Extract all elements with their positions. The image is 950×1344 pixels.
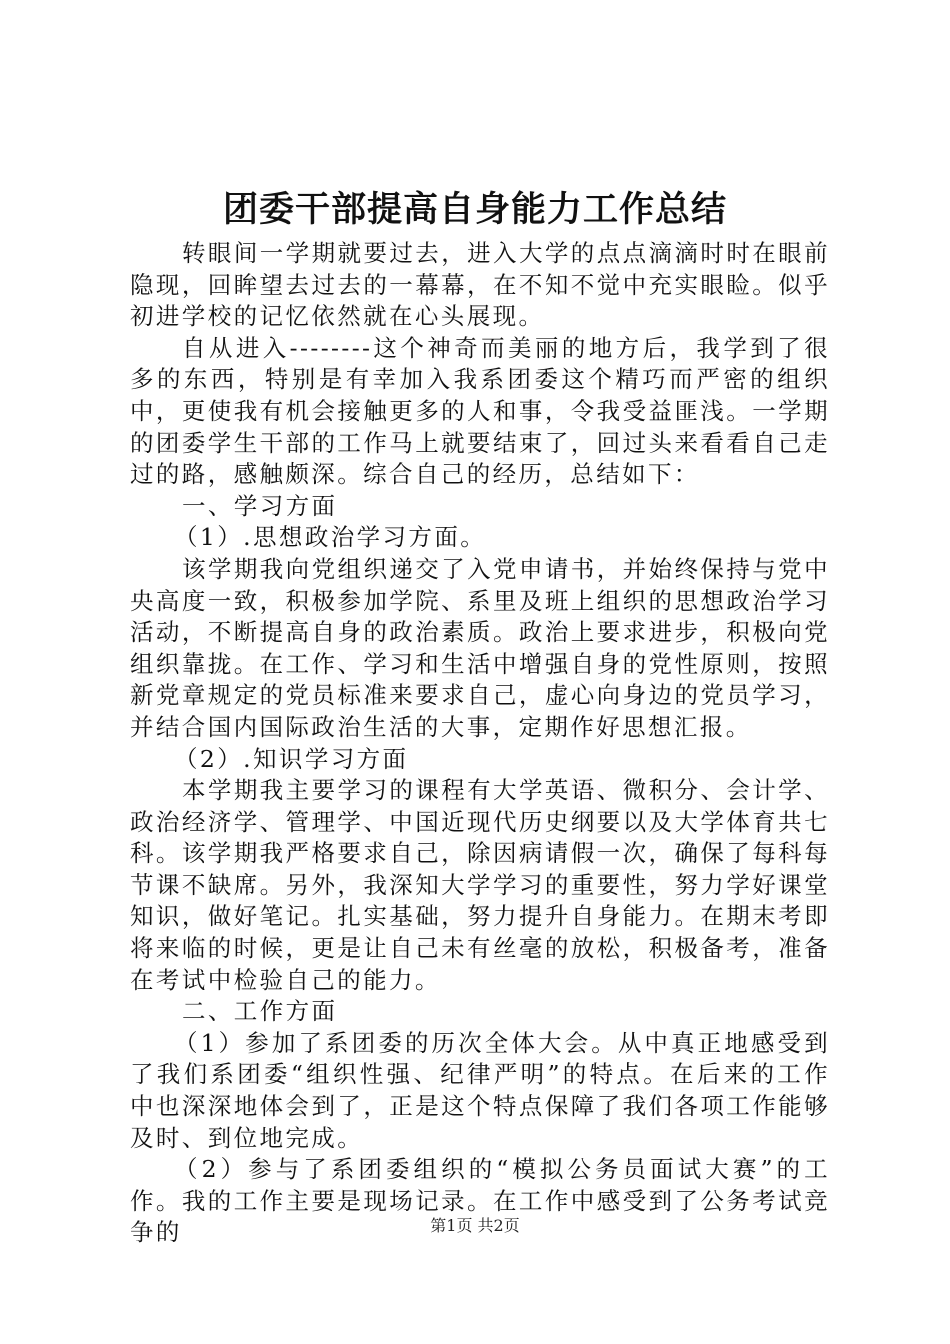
heading-study: 一、学习方面 bbox=[182, 491, 338, 520]
paragraph-joining: 自从进入--------这个神奇而美丽的地方后，我学到了很多的东西，特别是有幸加入我系团委这个精巧而严密的组织中，更使我有机会接触更多的人和事，令我受益匪浅。一学期的团委学生干部的工作马上就要结束了，回过头来看看自己走过的路，感触颇深。综合自己的经历，总结如下： bbox=[130, 333, 830, 489]
paragraph-work-2: （2）参与了系团委组织的“模拟公务员面试大赛”的工作。我的工作主要是现场记录。在工作中感受到了公务考试竞争的 bbox=[130, 1155, 830, 1247]
paragraph-political-study: 该学期我向党组织递交了入党申请书，并始终保持与党中央高度一致，积极参加学院、系里及班上组织的思想政治学习活动，不断提高自身的政治素质。政治上要求进步，积极向党组织靠拢。在工作、学习和生活中增强自身的党性原则，按照新党章规定的党员标准来要求自己，虚心向身边的党员学习，并结合国内国际政治生活的大事，定期作好思想汇报。 bbox=[130, 554, 830, 741]
paragraph-work-1: （1）参加了系团委的历次全体大会。从中真正地感受到了我们系团委“组织性强、纪律严明”的特点。在后来的工作中也深深地体会到了，正是这个特点保障了我们各项工作能够及时、到位地完成。 bbox=[130, 1028, 830, 1152]
paragraph-knowledge-study: 本学期我主要学习的课程有大学英语、微积分、会计学、政治经济学、管理学、中国近现代历史纲要以及大学体育共七科。该学期我严格要求自己，除因病请假一次，确保了每科每节课不缺席。另外，我深知大学学习的重要性，努力学好课堂知识，做好笔记。扎实基础，努力提升自身能力。在期末考即将来临的时候，更是让自己未有丝毫的放松，积极备考，准备在考试中检验自己的能力。 bbox=[130, 776, 830, 994]
document-body bbox=[130, 238, 830, 1249]
heading-work: 二、工作方面 bbox=[182, 997, 338, 1026]
subheading-knowledge-study: （2）.知识学习方面 bbox=[174, 744, 409, 773]
paragraph-intro: 转眼间一学期就要过去，进入大学的点点滴滴时时在眼前隐现，回眸望去过去的一幕幕，在不知不觉中充实眼睑。似乎初进学校的记忆依然就在心头展现。 bbox=[130, 239, 830, 331]
subheading-political-study: （1）.思想政治学习方面。 bbox=[174, 523, 487, 552]
page-number-footer: 第1页 共2页 bbox=[430, 1216, 520, 1235]
document-title: 团委干部提高自身能力工作总结 bbox=[222, 190, 727, 230]
